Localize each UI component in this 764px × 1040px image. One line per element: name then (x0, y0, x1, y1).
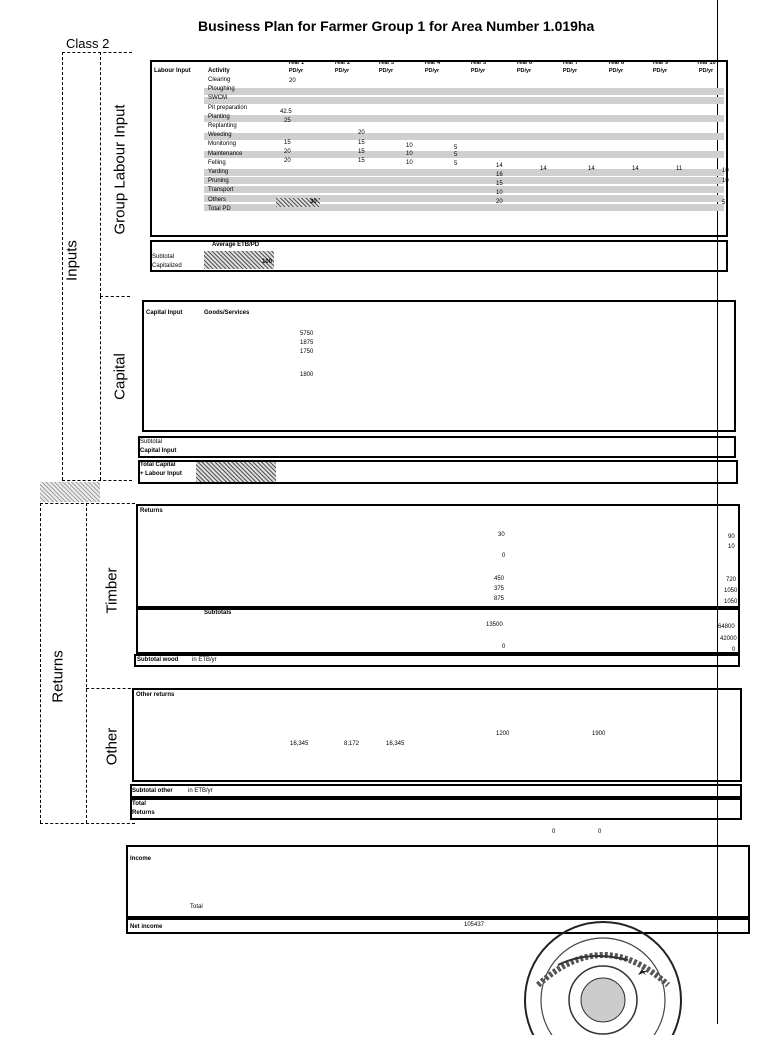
inputs-dashed-bottom (62, 480, 132, 481)
year-header-7: Year 7 (561, 60, 579, 66)
other-returns-table (132, 688, 742, 782)
transport-y1: 30 (310, 199, 317, 205)
unit-header-3: PD/yr (378, 68, 394, 74)
subtotals-label: Subtotals (204, 610, 232, 616)
weeding-y4: 5 (454, 145, 458, 151)
list-item-2: Ploughing (208, 86, 235, 93)
returns-col-label: Returns (140, 508, 163, 514)
net-income-label: Net income (130, 924, 163, 930)
official-stamp (518, 905, 688, 1035)
year-header-4: Year 4 (423, 60, 441, 66)
type-c-vol-y10: 1050 (724, 599, 738, 605)
stamp-graphic (518, 905, 688, 1035)
list-item-7: Weeding (208, 132, 232, 139)
shade-band-3 (204, 115, 724, 122)
unit-header-4: PD/yr (424, 68, 440, 74)
type-c-y1: 1750 (300, 349, 314, 355)
unit-header-8: PD/yr (608, 68, 624, 74)
total-returns-box (130, 798, 742, 820)
group-labour-input-label: Group Labour Input (111, 104, 129, 235)
year-header-2: Year 2 (333, 60, 351, 66)
maintenance-y10: 10 (722, 168, 729, 174)
avg-etb-pd-label: Average ETB/PD (212, 242, 260, 248)
net-income-value: 105437 (464, 922, 485, 928)
subtotal-wood-label: Subtotal wood (137, 657, 179, 663)
maintenance-y6: 14 (540, 166, 547, 172)
labour-subtotal-label: Subtotal (152, 254, 175, 260)
yarding-y5: 15 (496, 181, 503, 187)
type-a-cbm-y10: 90 (728, 534, 735, 540)
list-item-14: Others (208, 196, 227, 203)
list-item-4: Pit preparation (208, 104, 248, 111)
maintenance-y3: 10 (406, 160, 413, 166)
labour-input-label: + Labour Input (140, 471, 182, 477)
subsidy-acsi-y2: 8,172 (344, 741, 360, 747)
maintenance-y2: 15 (358, 158, 365, 164)
extra-zero-2: 0 (598, 829, 602, 835)
weeding-y2: 15 (358, 140, 365, 146)
subtotal-wood-box (134, 654, 740, 667)
returns-word-label: Returns (132, 810, 155, 816)
other-label: Other (103, 727, 121, 766)
list-item-8: Monitoring (208, 141, 237, 148)
maintenance-y5: 14 (496, 163, 503, 169)
monitoring-y1: 20 (284, 149, 291, 155)
unit-header-7: PD/yr (562, 68, 578, 74)
maintenance-y8: 14 (632, 166, 639, 172)
clearing-y1: 20 (289, 78, 296, 84)
type-b-y1: 1875 (300, 340, 314, 346)
subsidy-acsi-y1: 16,345 (290, 741, 309, 747)
page-title: Business Plan for Farmer Group 1 for Area Number 1.019ha (198, 18, 595, 34)
maintenance-y7: 14 (588, 166, 595, 172)
weeding-y3: 10 (406, 143, 413, 149)
monitoring-y3: 10 (406, 151, 413, 157)
year-header-8: Year 8 (607, 60, 625, 66)
type-a-etb-y5: 13500 (486, 622, 503, 628)
year-header-6: Year 6 (515, 60, 533, 66)
labour-col-label: Labour Input (154, 68, 191, 74)
scan-artifact (40, 482, 100, 502)
returns-dashed-divider (86, 503, 87, 823)
capital-subtotal-label: Subtotal (140, 439, 163, 445)
goods-col-label: Goods/Services (204, 310, 250, 316)
maintenance-y1: 20 (284, 158, 291, 164)
class-label: Class 2 (66, 36, 110, 51)
labour-dashed-bottom (100, 296, 130, 297)
unit-header-1: PD/yr (288, 68, 304, 74)
labour-dashed-divider (100, 52, 101, 296)
year-header-3: Year 3 (377, 60, 395, 66)
pit-prep-y1: 42.5 (280, 109, 292, 115)
subtotal-other-box (130, 784, 742, 798)
shade-band-6 (204, 169, 724, 176)
list-item-5: Planting (208, 113, 230, 120)
labour-capitalized-label: Capitalized (152, 263, 182, 269)
capital-subtotal-box (138, 436, 736, 458)
shade-band-1 (204, 88, 724, 95)
type-a-etb-y10: 64800 (718, 624, 735, 630)
year-header-9: Year 9 (651, 60, 669, 66)
timber-label: Timber (103, 567, 121, 614)
list-item-11: Yarding (208, 169, 229, 175)
other-returns-col-label: Other returns (136, 692, 175, 698)
total-returns-label: Total (132, 801, 146, 807)
pruning-y5: 10 (496, 190, 503, 196)
income-label: Income (130, 856, 152, 862)
type-a-cbm-y5: 30 (498, 532, 505, 538)
planting-y1: 25 (284, 118, 291, 124)
type-b-etb-y10: 42000 (720, 636, 737, 642)
type-a-y1: 5750 (300, 331, 314, 337)
returns-dashed-left (40, 503, 41, 823)
total-capital-shade (196, 462, 276, 482)
shade-band-4 (204, 133, 724, 140)
unit-header-10: PD/yr (698, 68, 714, 74)
maintenance-y9: 11 (676, 166, 683, 172)
year-header-5: Year 5 (469, 60, 487, 66)
returns-label: Returns (49, 650, 67, 703)
type-b-vol-y10: 1050 (724, 588, 738, 594)
subtotal-other-unit: in ETB/yr (188, 788, 213, 794)
transport-y10: 5 (722, 200, 726, 206)
list-item-10: Felling (208, 159, 226, 166)
subsidy-acsi-y3: 16,345 (386, 741, 405, 747)
subtotal-wood-unit: in ETB/yr (192, 657, 217, 663)
type-a-vol-y10: 720 (726, 577, 737, 583)
list-item-15: Total PD (208, 205, 231, 212)
year-header-10: Year 10 (696, 60, 716, 66)
felling-y5: 16 (496, 172, 503, 178)
total-capital-label: Total Capital (140, 462, 176, 468)
shade-band-5 (204, 151, 724, 158)
shade-band-7 (204, 177, 724, 184)
type-c-cbm-y5: 0 (502, 553, 506, 559)
returns-dashed-bottom (40, 823, 135, 824)
type-b-cbm-y10: 10 (728, 544, 735, 550)
capital-dashed-left (100, 296, 101, 480)
income-total-label: Total (190, 904, 203, 910)
weeding-y1: 15 (284, 140, 291, 146)
replanting-y3: 20 (358, 130, 365, 136)
capital-table (142, 300, 736, 432)
felling-y10: 10 (722, 178, 729, 184)
year-header-1: Year 1 (287, 60, 305, 66)
shade-band-2 (204, 97, 724, 104)
maintenance-y4: 5 (454, 161, 458, 167)
type-c-vol-y5: 875 (494, 596, 505, 602)
activity-col-label: Activity (208, 68, 230, 74)
subtotal-other-label: Subtotal other (132, 788, 173, 794)
monitoring-y4: 5 (454, 152, 458, 158)
tools-y1: 1800 (300, 372, 314, 378)
type-c-etb-y5: 0 (502, 644, 506, 650)
unit-header-2: PD/yr (334, 68, 350, 74)
list-item-6: Replanting (208, 123, 237, 129)
capital-col-label: Capital Input (146, 310, 183, 316)
type-c-etb-y10: 0 (732, 647, 736, 653)
shade-band-8 (204, 186, 724, 193)
type-a-vol-y5: 450 (494, 576, 505, 582)
inputs-label: Inputs (63, 240, 81, 281)
type-b-vol-y5: 375 (494, 586, 505, 592)
avg-etb-pd-value: 100 (262, 259, 273, 265)
list-item-9: Maintenance (208, 150, 243, 157)
timber-table (136, 504, 740, 608)
inputs-dashed-top (62, 52, 132, 53)
returns-dashed-top (40, 503, 135, 504)
monitoring-y2: 15 (358, 149, 365, 155)
extra-zero-1: 0 (552, 829, 556, 835)
unit-header-9: PD/yr (652, 68, 668, 74)
list-item-1: Clearing (208, 77, 231, 83)
list-item-3: SWCM (208, 95, 227, 102)
firewood-y5: 1200 (496, 731, 510, 737)
list-item-12: Pruning (208, 178, 229, 185)
unit-header-6: PD/yr (516, 68, 532, 74)
firewood-y7: 1900 (592, 731, 606, 737)
unit-header-5: PD/yr (470, 68, 486, 74)
list-item-13: Transport (208, 187, 234, 194)
transport-y5: 20 (496, 199, 503, 205)
capital-label: Capital (111, 353, 129, 400)
capital-input-label: Capital Input (140, 448, 177, 454)
